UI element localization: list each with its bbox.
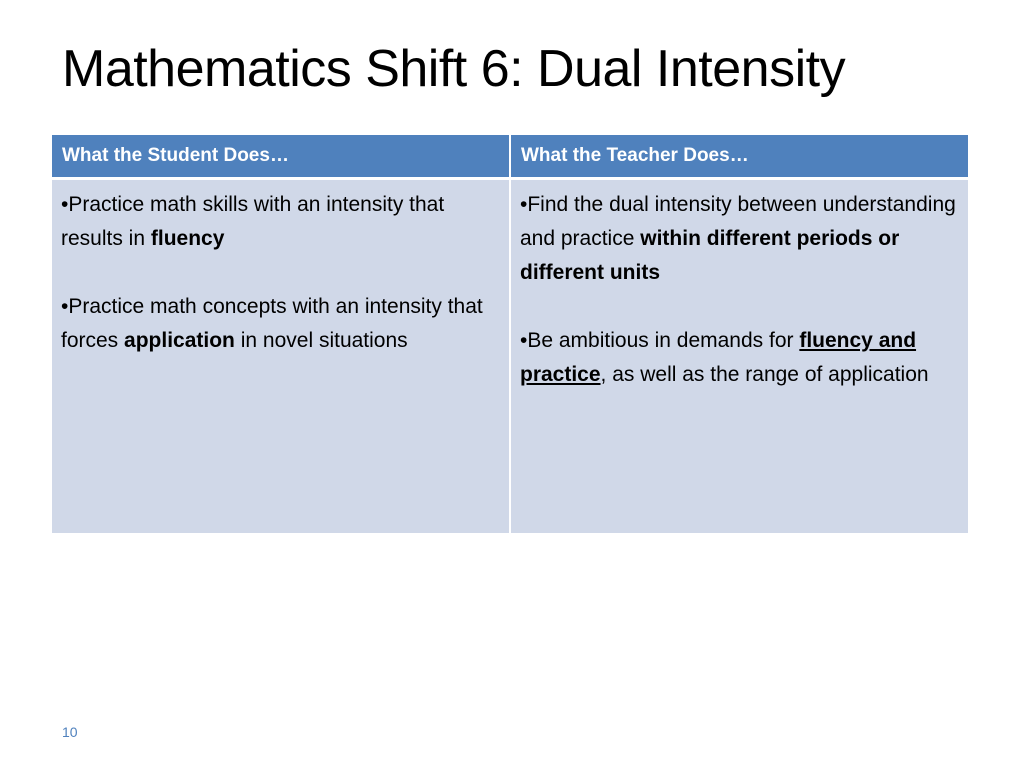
bullet-marker: •: [61, 193, 69, 216]
bullet-text: Find the dual intensity between understanding and practice: [520, 193, 956, 250]
table-row: [52, 179, 968, 534]
student-bullet-1: [61, 188, 499, 256]
bullet-marker: •: [61, 295, 69, 318]
bullet-marker: •: [520, 193, 528, 216]
bullet-spacer: [61, 256, 499, 290]
student-bullet-2: [61, 290, 499, 358]
bullet-spacer: [520, 290, 958, 324]
bullet-text: Be ambitious in demands for: [527, 329, 800, 352]
teacher-bullet-1: [520, 188, 958, 290]
bullet-bold-underlined-text: fluency and practice: [520, 329, 917, 386]
page-number: 10: [62, 724, 78, 740]
bullet-bold-text: application: [124, 329, 235, 352]
teacher-cell: [510, 179, 968, 534]
bullet-text-tail: , as well as the range of application: [600, 363, 929, 386]
table-header-row: [52, 135, 968, 179]
bullet-marker: •: [520, 329, 528, 352]
bullet-text-tail: in novel situations: [234, 329, 408, 352]
student-cell: [52, 179, 510, 534]
slide-title: Mathematics Shift 6: Dual Intensity: [62, 40, 846, 98]
header-teacher: What the Teacher Does…: [510, 135, 968, 179]
teacher-bullet-2: [520, 324, 958, 392]
header-student: What the Student Does…: [52, 135, 510, 179]
bullet-bold-text: fluency: [150, 227, 225, 250]
comparison-table: [52, 135, 968, 533]
bullet-bold-text: within different periods or different units: [520, 227, 900, 284]
bullet-text: Practice math concepts with an intensity that forces: [61, 295, 483, 352]
bullet-text: Practice math skills with an intensity that results in: [61, 193, 445, 250]
